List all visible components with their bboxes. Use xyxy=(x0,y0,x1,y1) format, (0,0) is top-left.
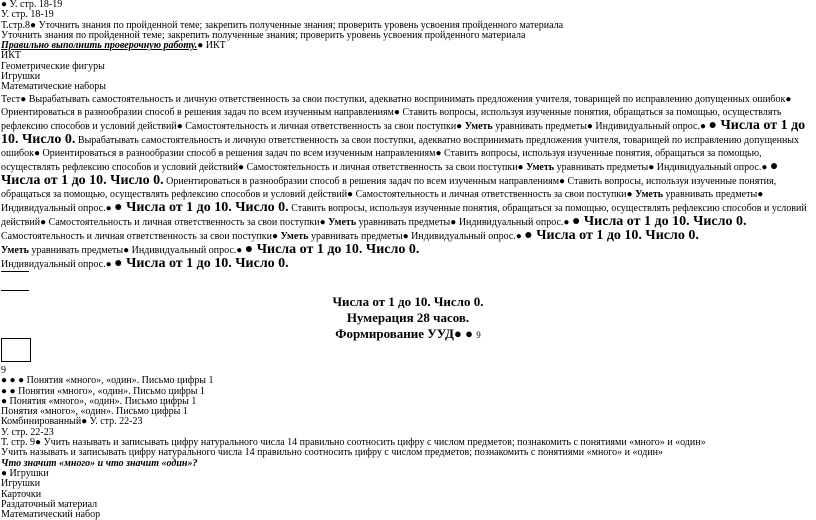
text-line: ● Понятия «много», «один». Письмо цифры 1 xyxy=(1,395,197,407)
section-subtitle: Нумерация 28 часов. xyxy=(346,310,470,325)
text-line: Т.стр.8● Уточнить знания по пройденной теме; закрепить полученные знания; проверить уровень усвоения пройденного материала xyxy=(1,19,564,31)
bold-keyword: Уметь xyxy=(526,161,555,173)
bold-keyword: Уметь xyxy=(1,244,29,256)
text-fragment: ● ИКТ xyxy=(197,40,226,52)
text-line: Уточнить знания по пройденной теме; закрепить полученные знания; проверить уровень усвоения пройденного материала xyxy=(1,29,526,41)
divider-line xyxy=(1,290,29,291)
paragraph-text: Самостоятельность и личная ответственность за свои поступки● xyxy=(1,230,278,242)
text-line: Раздаточный материал xyxy=(1,498,98,510)
topic-heading: ● Числа от 1 до 10. Число 0. xyxy=(114,255,289,271)
question-line: Что значит «много» и что значит «один»? xyxy=(1,457,198,469)
text-line: Математический набор xyxy=(1,509,101,520)
document-body xyxy=(1,0,813,272)
paragraph-text: Тест● Вырабатывать самостоятельность и личную ответственность за свои поступки, адекватно воспринимать предложения учителя, товарищей по исправлению допущенных ошибок● Ориентироваться в разнообразии способ в решения задач по всем изученным направлениям● Ставить вопросы, используя изученные понятия, обращаться за помощью, осуществлять рефлексию способов и условий действий● Самостоятельность и личная ответственность за свои поступки● xyxy=(1,93,792,132)
paragraph xyxy=(1,93,813,271)
text-line: 9 xyxy=(1,365,6,376)
section-title: Числа от 1 до 10. Число 0. xyxy=(332,294,484,309)
section-heading xyxy=(0,326,816,343)
paragraph-text: уравнивать предметы● Индивидуальный опрос.● xyxy=(1,188,764,214)
text-line: У. стр. 18-19 xyxy=(1,9,54,21)
paragraph-text: уравнивать предметы● Индивидуальный опрос.● xyxy=(31,244,243,256)
paragraph-text: уравнивать предметы● Индивидуальный опрос.● xyxy=(495,120,707,132)
paragraph-text: Вырабатывать самостоятельность и личную ответственность за свои поступки, адекватно воспринимать предложения учителя, товарищей по исправлению допущенных ошибок● Ориентироваться в разнообразии способ в решения задач по всем изученным направлениям● Ставить вопросы, используя изученные понятия, обращаться за помощью, осуществлять рефлексию способов и условий действий● Самостоятельность и личная ответственность за свои поступки● xyxy=(1,134,800,173)
text-line: ● ● Понятия «много», «один». Письмо цифры 1 xyxy=(1,385,205,397)
text-line: ИКТ xyxy=(1,50,21,62)
heading-text: Формирование УУД● ● xyxy=(335,326,473,341)
emphasis-text: Правильно выполнить проверочную работу. xyxy=(1,40,198,52)
bold-keyword: Уметь xyxy=(328,216,357,228)
paragraph-text: уравнивать предметы● Индивидуальный опрос.● xyxy=(556,161,768,173)
bold-keyword: Уметь xyxy=(464,120,493,132)
text-line: Игрушки xyxy=(1,71,41,83)
empty-cell-box xyxy=(1,338,31,362)
text-line: Комбинированный● У. стр. 22-23 xyxy=(1,416,143,428)
text-line: Математические наборы xyxy=(1,81,106,93)
paragraph-text: уравнивать предметы● Индивидуальный опрос.● xyxy=(310,230,522,242)
topic-heading: ● Числа от 1 до 10. Число 0. xyxy=(1,158,779,188)
text-line: Т. стр. 9● Учить называть и записывать цифру натурального числа 14 правильно соотносить цифру с числом предметов; познакомить с понятиями «много» и «один» xyxy=(1,437,706,449)
text-line: ● Игрушки xyxy=(1,467,49,479)
text-line: Понятия «много», «один». Письмо цифры 1 xyxy=(1,406,188,418)
topic-heading: ● Числа от 1 до 10. Число 0. xyxy=(1,117,806,147)
bold-keyword: Уметь xyxy=(280,230,309,242)
topic-heading: ● Числа от 1 до 10. Число 0. xyxy=(571,213,747,229)
paragraph-text: Ставить вопросы, используя изученные понятия, обращаться за помощью, осуществлять рефлексию способов и условий действий● Самостоятельность и личная ответственность за свои поступки● xyxy=(1,202,807,228)
text-line: Геометрические фигуры xyxy=(1,60,105,72)
text-line: ● ● ● Понятия «много», «один». Письмо цифры 1 xyxy=(1,375,214,387)
paragraph-text: Индивидуальный опрос.● xyxy=(1,258,112,270)
text-line: Игрушки xyxy=(1,478,41,490)
text-line: У. стр. 22-23 xyxy=(1,426,54,438)
text-line xyxy=(1,41,813,51)
bold-keyword: Уметь xyxy=(635,188,664,200)
topic-heading: ● Числа от 1 до 10. Число 0. xyxy=(244,241,420,257)
topic-heading: ● Числа от 1 до 10. Число 0. xyxy=(114,199,289,215)
divider-line xyxy=(1,271,29,272)
lower-section xyxy=(1,366,813,520)
paragraph-text: уравнивать предметы● Индивидуальный опрос.● xyxy=(358,216,570,228)
topic-heading: ● Числа от 1 до 10. Число 0. xyxy=(524,227,699,243)
heading-number: 9 xyxy=(476,330,481,340)
paragraph-text: Ориентироваться в разнообразии способ в решения задач по всем изученным направлениям● Ставить вопросы, используя изученные понятия, обращаться за помощью, осуществлять рефлексию способов и условий действий● Самостоятельность и личная ответственность за свои поступки● xyxy=(1,175,777,200)
text-line: Карточки xyxy=(1,488,42,500)
text-line: ● У. стр. 18-19 xyxy=(1,0,63,10)
text-line: Учить называть и записывать цифру натурального числа 14 правильно соотносить цифру с числом предметов; познакомить с понятиями «много» и «один» xyxy=(1,447,664,459)
